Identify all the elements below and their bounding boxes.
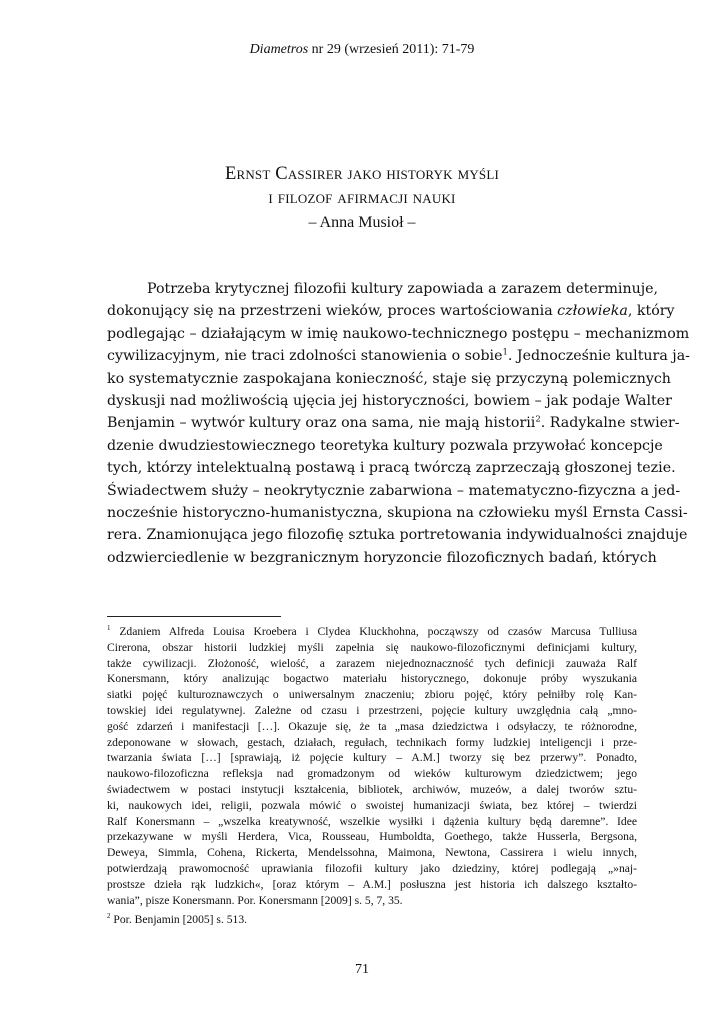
body-line: podlegając – działającym w imię naukowo-technicznego postępu – mechanizmom	[107, 325, 690, 342]
body-line: cywilizacyjnym, nie traci zdolności stanowienia o sobie$^1$. Jednocześnie kultura ja-	[107, 347, 690, 365]
footnote-line: $^2$ Por. Benjamin [2005] s. 513.	[107, 912, 248, 927]
body-line: odzwierciedlenie w bezgranicznym horyzoncie filozoficznych badań, których	[107, 549, 657, 566]
body-line: rera. Znamionująca jego filozofię sztuka portretowania indywidualności znajduje	[107, 527, 688, 544]
issue-info: nr 29 (wrzesień 2011): 71-79	[308, 42, 475, 57]
body-line: dzenie dwudziestowiecznego teoretyka kultury pozwala przywołać koncepcje	[107, 437, 663, 454]
footnote-line: towskiej idei regulatywnej. Zależne od czasu i przestrzeni, pojęcie kultury uwzględnia całą „mno-	[107, 703, 637, 717]
footnote-line: potwierdzają prawomocność uprawiania filozofii kultury jako dziedziny, której podlegają „»naj-	[107, 861, 637, 875]
footnote-line: wania”, pisze Konersmann. Por. Konersmann [2009] s. 5, 7, 35.	[107, 893, 403, 907]
footnote-ref-1[interactable]: 1	[502, 347, 508, 358]
footnote-separator	[107, 616, 281, 617]
footnote-line: siatki pojęć kulturoznawczych o uniwersalnym znaczeniu; zbioru pojęć, który pełniłby rolę Kan-	[107, 688, 637, 702]
footnote-number: 1	[107, 624, 111, 633]
footnote-2	[107, 912, 637, 928]
title-line-2: i filozof afirmacji nauki	[268, 188, 456, 208]
footnote-line: $^1$ Zdaniem Alfreda Louisa Kroebera i Clydea Kluckhohna, począwszy od czasów Marcusa Tulliusa	[107, 624, 637, 638]
footnote-line: Konersmann, który analizując bogactwo materiału historycznego, dokonuje próby wyszukania	[107, 672, 637, 686]
footnote-line: ki, naukowych idei, religii, pozwala mówić o swoistej humanizacji świata, bez której – twierdzi	[107, 798, 637, 812]
emphasis: człowieka	[557, 303, 628, 320]
footnote-line: twarzania świata […] [sprawiają, iż pojęcie kultury – A.M.] tworzy się bez przerwy”. Ponadto,	[107, 751, 637, 765]
body-line: nocześnie historyczno-humanistyczna, skupiona na człowieku myśl Ernsta Cassi-	[107, 504, 688, 521]
footnote-number: 2	[107, 912, 111, 921]
body-line: Benjamin – wytwór kultury oraz ona sama, nie mają historii$^2$. Radykalne stwier-	[107, 414, 680, 432]
journal-name: Diametros	[249, 42, 309, 57]
body-paragraph	[107, 278, 690, 569]
footnote-line: także cywilizacji. Złożoność, wielość, a zarazem niejednoznaczność tych definicji zauważa Ralf	[107, 656, 637, 670]
body-line: ko systematycznie zaspokajana konieczność, staje się przyczyną polemicznych	[107, 370, 671, 387]
footnote-ref-2[interactable]: 2	[535, 414, 541, 425]
footnote-line: świadectwem w postaci instytucji kształcenia, bibliotek, archiwów, muzeów, a dalej tworów sztu-	[107, 782, 637, 796]
footnote-line: naukowo-filozoficzna refleksja nad gromadzonym od wieków kulturowym dziedzictwem; jego	[107, 767, 637, 781]
footnotes	[107, 624, 637, 928]
author-name: – Anna Musioł –	[308, 214, 416, 231]
running-head	[0, 42, 724, 58]
footnote-line: przekazywane w myśli Herdera, Vica, Rousseau, Humboldta, Goethego, także Husserla, Bergsona,	[107, 830, 637, 844]
footnote-1	[107, 624, 637, 908]
body-line: Potrzeba krytycznej filozofii kultury zapowiada a zarazem determinuje,	[147, 281, 659, 297]
footnote-line: Ralf Konersmann – „wszelka kreatywność, wszelkie wysiłki i dążenia kultury będą daremne”. Idee	[107, 814, 637, 828]
body-line: Świadectwem służy – neokrytycznie zabarwiona – matematyczno-fizyczna a jed-	[107, 482, 681, 499]
page-number: 71	[355, 962, 369, 977]
body-line: dyskusji nad możliwością ujęcia jej historyczności, bowiem – jak podaje Walter	[107, 392, 672, 409]
title-line-1: Ernst Cassirer jako historyk myśli	[224, 164, 500, 184]
footnote-line: Cirerona, obszar historii ludzkiej myśli zapełnia się naukowo-filozoficznymi definicjami kultury,	[107, 640, 637, 654]
footnote-line: prostsze dzieła rąk ludzkich«, [oraz którym – A.M.] posłuszna jest historia ich dalszego kształto-	[107, 877, 637, 891]
footnote-line: zdeponowane w słowach, gestach, działach, regułach, technikach formy ludzkiej inteligencji i prze-	[107, 735, 637, 749]
body-line: dokonujący się na przestrzeni wieków, proces wartościowania człowieka, który	[107, 303, 675, 320]
article-title	[0, 162, 724, 210]
footnote-line: gość zdarzeń i manifestacji […]. Okazuje się, że ta „masa dziedzictwa i odsyłaczy, te różnorodne,	[107, 719, 637, 733]
body-line: tych, którzy intelektualną postawą i pracą twórczą zaprzeczają głoszonej tezie.	[107, 460, 676, 477]
footnote-line: Deweya, Simmla, Cohena, Rickerta, Mendelssohna, Maimona, Newtona, Cassirera i wielu innych,	[107, 846, 637, 860]
